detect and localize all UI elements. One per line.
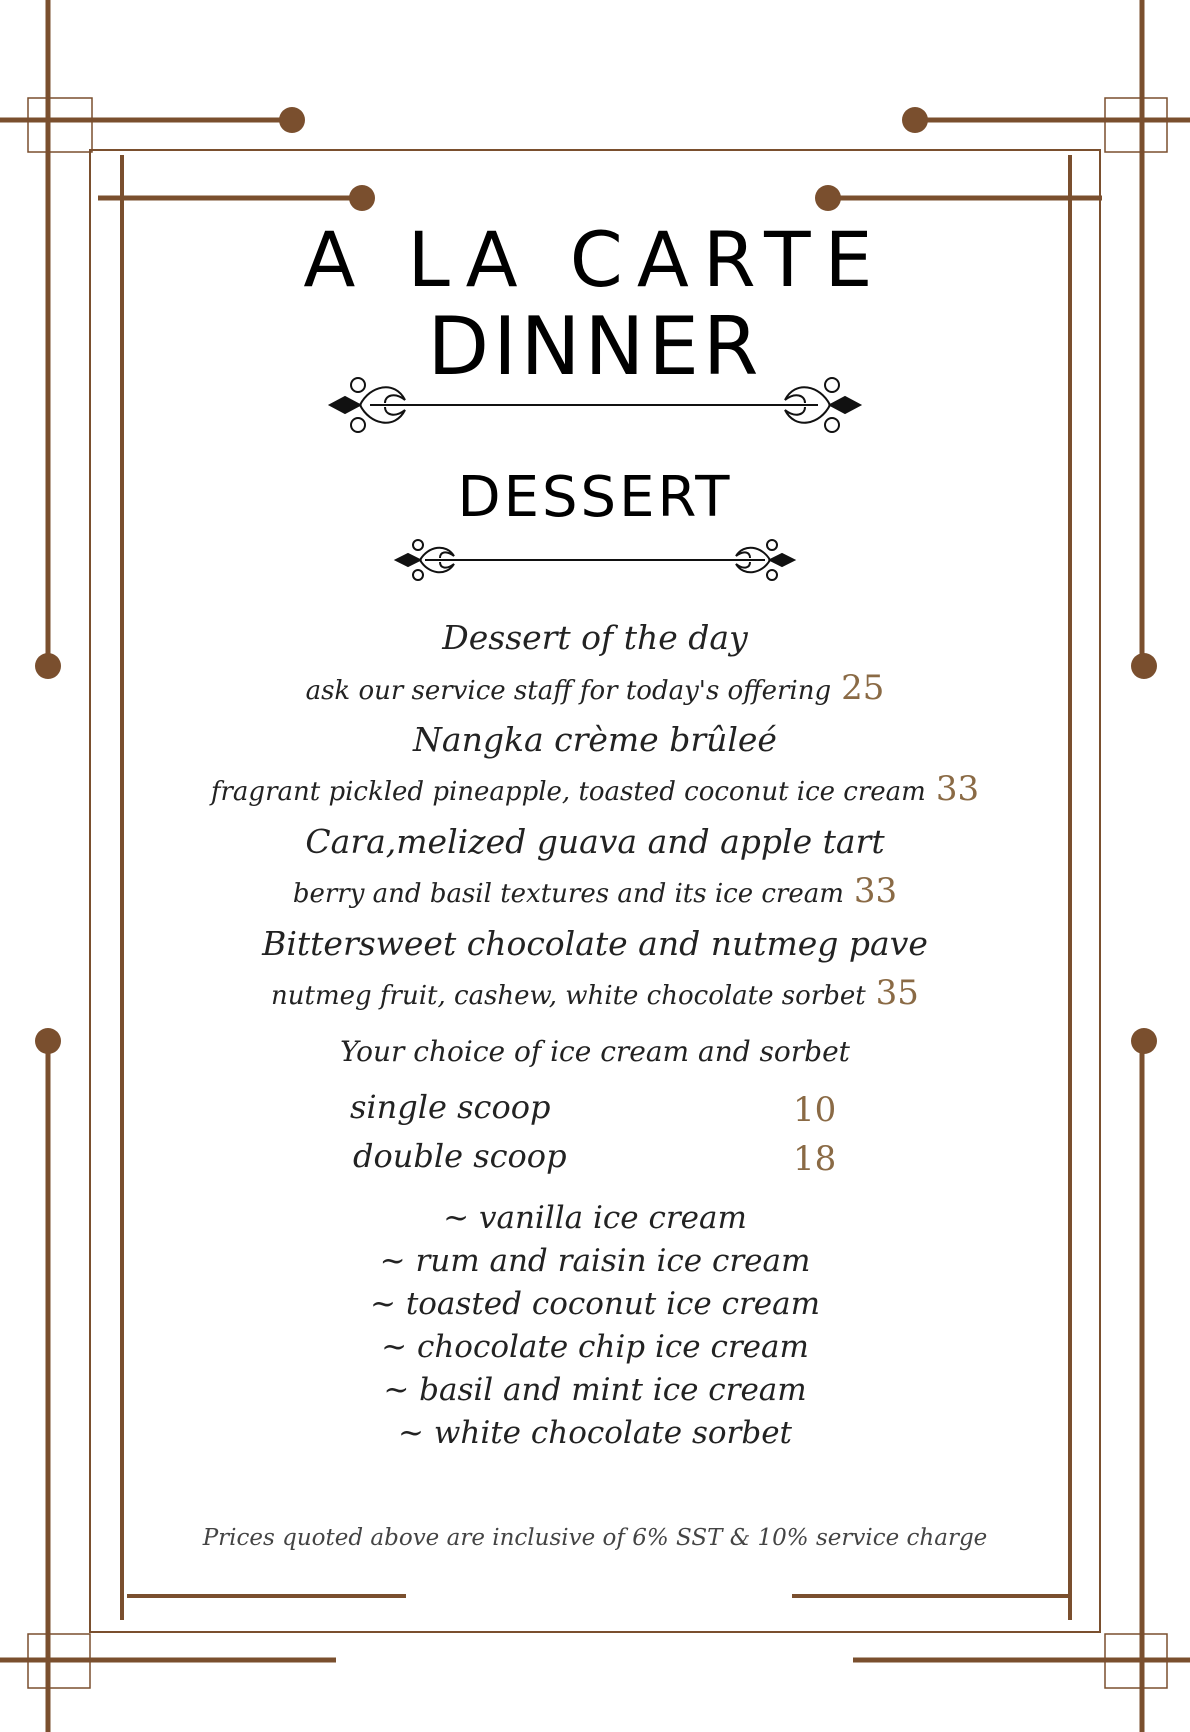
scoop-option-label: single scoop	[350, 1088, 551, 1126]
dish-price: 33	[935, 769, 980, 809]
flavor-item: ~ vanilla ice cream	[443, 1200, 747, 1236]
dish-price: 33	[853, 871, 898, 911]
dish-description: berry and basil textures and its ice cream	[292, 879, 844, 909]
dish-name: Bittersweet chocolate and nutmeg pave	[262, 924, 928, 963]
price-disclaimer: Prices quoted above are inclusive of 6% SST & 10% service charge	[202, 1525, 988, 1551]
menu-title-line1: A LA CARTE	[303, 215, 887, 304]
scoop-option-price: 18	[793, 1139, 837, 1179]
dish-description-row	[0, 668, 1190, 708]
dish-description: fragrant pickled pineapple, toasted coconut ice cream	[210, 777, 926, 807]
section-title: DESSERT	[457, 465, 733, 530]
dish-description-row	[0, 769, 1190, 809]
flavor-item: ~ white chocolate sorbet	[397, 1415, 792, 1451]
dish-name: Nangka crème brûleé	[413, 720, 777, 759]
flavor-item: ~ basil and mint ice cream	[383, 1372, 807, 1408]
dish-description-row	[0, 871, 1190, 911]
scoop-option-price: 10	[793, 1090, 837, 1130]
menu-title-line2: DINNER	[427, 300, 763, 393]
flavor-item: ~ chocolate chip ice cream	[381, 1329, 809, 1365]
ice-cream-heading: Your choice of ice cream and sorbet	[340, 1035, 850, 1068]
dish-price: 35	[875, 973, 919, 1013]
scoop-option-label: double scoop	[353, 1137, 567, 1175]
dish-name: Dessert of the day	[442, 618, 748, 657]
dish-name: Cara,melized guava and apple tart	[305, 822, 885, 861]
flavor-item: ~ toasted coconut ice cream	[369, 1286, 820, 1322]
flavor-item: ~ rum and raisin ice cream	[379, 1243, 811, 1279]
dish-description: nutmeg fruit, cashew, white chocolate sorbet	[271, 981, 866, 1011]
dish-description: ask our service staff for today's offering	[305, 676, 832, 706]
dish-price: 25	[841, 668, 885, 708]
dish-description-row	[0, 973, 1190, 1013]
